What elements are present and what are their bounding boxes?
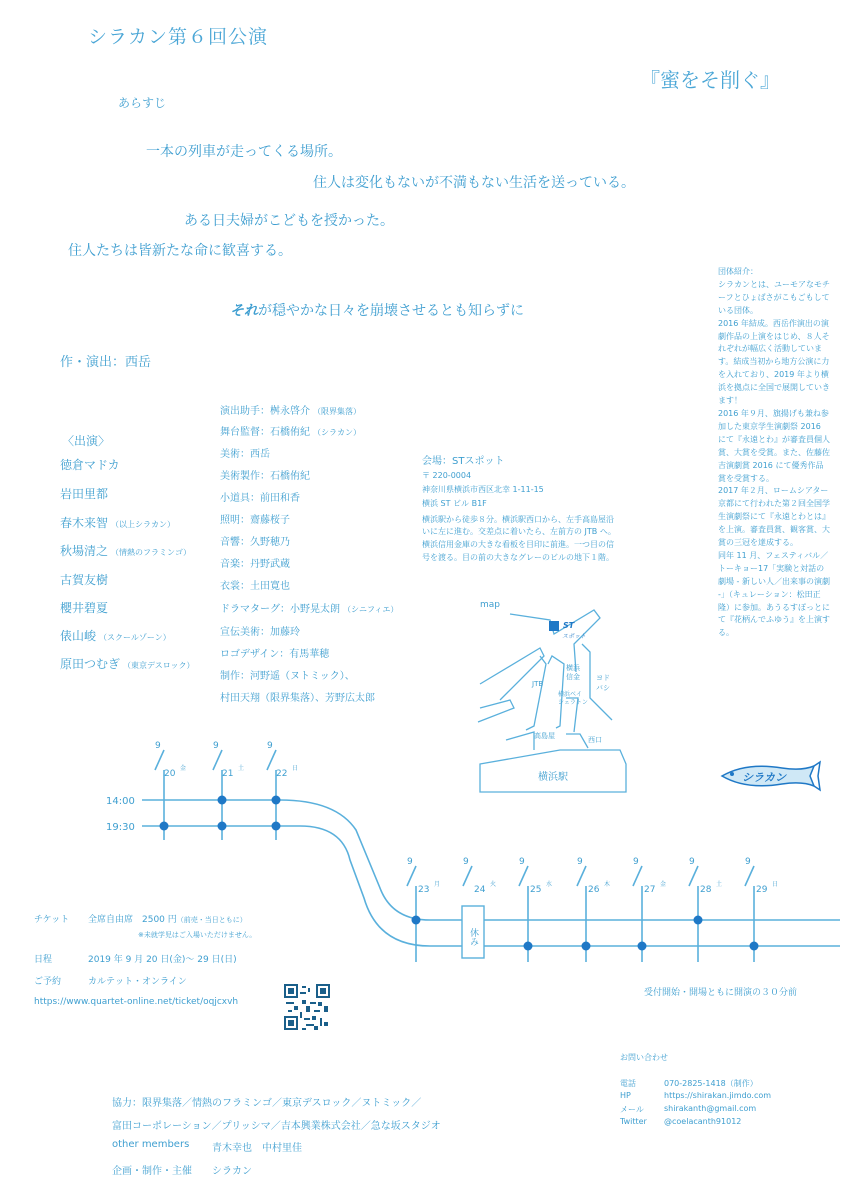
staff-credit [220, 645, 329, 660]
staff-credit [220, 600, 398, 615]
contact-hp-link[interactable]: https://shirakan.jimdo.com [664, 1091, 772, 1100]
staff-credit [220, 533, 290, 548]
staff-text: 宣伝美術：加藤玲 [220, 627, 300, 638]
cast-label: 〈出演〉 [62, 434, 111, 448]
director-credit: 作・演出：西岳 [60, 355, 152, 370]
venue-heading: 会場：STスポット [422, 456, 505, 467]
date-day: 28 [700, 885, 712, 895]
contact-email-link[interactable]: shirakanth@gmail.com [664, 1104, 757, 1113]
date-dow: 金 [180, 765, 187, 772]
cast-name: 徳倉マドカ [60, 458, 120, 472]
date-dow: 日 [292, 765, 299, 772]
venue-line: 神奈川県横浜市西区北幸 1-11-15 [422, 485, 544, 494]
date-month: 9 [267, 741, 273, 751]
cast-name: 古賀友樹 [60, 573, 109, 587]
cast-note: （以上シラカン） [111, 520, 176, 529]
map-hotel-label: シェラトン [558, 699, 588, 706]
cast-member [60, 627, 171, 644]
venue-line: 〒 220-0004 [422, 471, 472, 480]
staff-credit [220, 402, 361, 417]
date-day: 25 [530, 885, 542, 895]
staff-text: 美術：西岳 [220, 449, 270, 460]
other-members-label: other members [112, 1139, 190, 1150]
staff-credit [220, 689, 375, 704]
date-dow: 木 [604, 881, 611, 888]
date-month: 9 [213, 741, 219, 751]
cast-note: （情熱のフラミンゴ） [111, 548, 192, 557]
staff-text: 美術製作：石橋侑紀 [220, 471, 310, 482]
synopsis-line: 住人は変化もないが不満もない生活を送っている。 [313, 175, 635, 191]
date-dow: 火 [490, 881, 497, 888]
date-dow: 金 [660, 881, 667, 888]
staff-credit [220, 623, 300, 638]
staff-credit [220, 555, 290, 570]
staff-credit [220, 667, 355, 682]
date-day: 24 [474, 885, 486, 895]
map-label: map [480, 600, 500, 610]
staff-credit [220, 445, 270, 460]
staff-credit [220, 511, 290, 526]
cast-member [60, 571, 108, 588]
date-day: 29 [756, 885, 768, 895]
date-month: 9 [407, 857, 413, 867]
group-intro-paragraph: 2017 年２月、ロームシアター京都にて行われた第２回全国学生演劇祭にて『永遠とわとは』を上演。審査員賞、観客賞、大賞の三冠を達成する。 [718, 486, 830, 548]
other-members-value: 青木幸也 中村里佳 [212, 1143, 302, 1154]
ticket-sub-note: ※未就学児はご入場いただけません。 [138, 931, 257, 939]
date-month: 9 [745, 857, 751, 867]
schedule-note: 受付開始・開場ともに開演の３０分前 [644, 988, 798, 998]
staff-text: ロゴデザイン：有馬華穂 [220, 649, 330, 660]
venue-line: 横浜信用金庫の大きな看板を目印に前進。一つ目の信 [422, 540, 614, 549]
cast-name: 春木来智 [60, 516, 109, 530]
cast-member [60, 456, 120, 473]
cast-name: 秋場清之 [60, 544, 109, 558]
staff-text: 音響：久野穂乃 [220, 537, 290, 548]
synopsis-line: 一本の列車が走ってくる場所。 [146, 144, 342, 160]
rest-label: 休み [468, 928, 478, 946]
date-dow: 水 [546, 881, 553, 888]
cast-member [60, 542, 191, 559]
date-day: 23 [418, 885, 430, 895]
contact-twitter-link[interactable]: @coelacanth91012 [664, 1117, 742, 1126]
staff-credit [220, 423, 361, 438]
contact-heading: お問い合わせ [620, 1053, 668, 1062]
schedule-diagram [0, 730, 848, 970]
contact-label: Twitter [620, 1117, 647, 1126]
map-hotel-label: 横浜ベイ [558, 691, 583, 698]
date-month: 9 [155, 741, 161, 751]
date-day: 22 [276, 769, 288, 779]
staff-text: 舞台監督：石橋侑紀 [220, 427, 310, 438]
group-intro-paragraph: 2016 年９月、旗揚げも兼ね参加した東京学生演劇祭 2016 にて『永遠とわ』が審査員個人賞、大賞を受賞。また、佐藤佐吉演劇賞 2016 にて優秀作品賞を受賞する。 [718, 408, 830, 483]
group-intro-paragraph: 2016 年結成。西岳作演出の演劇作品の上演をはじめ、８人それぞれが幅広く活動しています。結成当初から地方公演に力を入れており、2019 年より横浜を拠点に全国で展開していきます！ [718, 318, 830, 406]
cast-name: 岩田里都 [60, 487, 109, 501]
cast-member [60, 599, 108, 616]
staff-text: 照明：齋藤桜子 [220, 515, 290, 526]
venue-line: 横浜駅から徒歩８分。横浜駅西口から、左手高島屋沿 [422, 515, 614, 524]
staff-text: 制作：河野遥（ヌトミック）、 [220, 671, 355, 682]
time-label: 14:00 [106, 796, 135, 807]
map-store-label: バシ [596, 684, 610, 692]
date-month: 9 [577, 857, 583, 867]
cast-note: （東京デスロック） [123, 661, 195, 670]
venue-line: 号を渡る。目の前の大きなグレーのビルの地下１階。 [422, 553, 614, 562]
ticket-label: チケット [34, 915, 70, 925]
cast-member [60, 514, 175, 531]
venue-line: 横浜 ST ビル B1F [422, 499, 487, 508]
ticket-url-link[interactable]: https://www.quartet-online.net/ticket/oqjcxvh [34, 997, 239, 1007]
qr-code-icon[interactable] [282, 982, 332, 1032]
reserve-label: ご予約 [34, 977, 62, 987]
group-intro-heading: 団体紹介： [718, 267, 758, 276]
staff-note: （シラカン） [313, 428, 361, 437]
contact-phone: 070-2825-1418（制作） [664, 1079, 758, 1088]
tagline-text: が穏やかな日々を崩壊させるとも知らずに [258, 303, 524, 319]
cast-member [60, 485, 108, 502]
cooperation-line: 協力：限界集落／情熱のフラミンゴ／東京デスロック／ヌトミック／ [112, 1098, 422, 1109]
venue-marker-icon [549, 621, 559, 631]
production-value: シラカン [212, 1166, 252, 1177]
reserve-value: カルテット・オンライン [88, 977, 187, 987]
group-intro-paragraph: 同年 11 月、フェスティバル／トーキョー17「実験と対話の劇場 ‐ 新しい人／出来事の演劇 ‐」（キュレーション：松田正隆）に参加。あうるすぽっとにて『花柄んでふゆう』を上演する。 [718, 550, 830, 638]
date-day: 26 [588, 885, 600, 895]
contact-label: メール [620, 1105, 644, 1114]
group-intro-paragraph: シラカンとは、ユーモアなモチーフとひょばさがこもごもしている団体。 [718, 279, 830, 315]
ticket-value [88, 912, 247, 925]
staff-text: 音楽：丹野武蔵 [220, 559, 290, 570]
contact-label: HP [620, 1091, 631, 1100]
staff-text: 村田天翔（限界集落）、芳野広太郎 [220, 693, 375, 704]
date-dow: 月 [434, 881, 441, 888]
staff-note: （限界集落） [313, 407, 361, 416]
date-month: 9 [463, 857, 469, 867]
staff-text: ドラマターグ：小野晃太朗 [220, 604, 340, 615]
map-jtb-label: JTB [532, 680, 544, 688]
staff-credit [220, 467, 310, 482]
cast-member [60, 655, 195, 672]
staff-text: 衣裳：土田寛也 [220, 581, 290, 592]
cast-name: 櫻井碧夏 [60, 601, 109, 615]
date-day: 20 [164, 769, 176, 779]
date-dow: 土 [716, 881, 723, 888]
date-month: 9 [519, 857, 525, 867]
synopsis-line: 住人たちは皆新たな命に歓喜する。 [68, 243, 292, 259]
map-venue-label: スポット [562, 633, 587, 640]
map-venue-label: ST [563, 621, 575, 630]
production-label: 企画・制作・主催 [112, 1166, 192, 1177]
staff-note: （シニフィエ） [343, 605, 399, 614]
ticket-price-note: （前売・当日ともに） [176, 916, 247, 924]
date-day: 27 [644, 885, 656, 895]
map-store-label: ヨド [596, 674, 610, 682]
staff-credit [220, 489, 300, 504]
date-day: 21 [222, 769, 234, 779]
tagline-emphasis: それ [230, 303, 258, 319]
map-station-label: 横浜駅 [538, 772, 568, 783]
play-title: 『蜜をそ削ぐ』 [640, 68, 780, 92]
company-title: シラカン第６回公演 [88, 26, 269, 48]
date-dow: 日 [772, 881, 779, 888]
map-bank-label: 横浜 [566, 664, 580, 672]
date-dow: 土 [238, 765, 245, 772]
logo-text: シラカン [742, 771, 786, 784]
group-intro [718, 266, 830, 640]
cast-name: 俵山峻 [60, 629, 97, 643]
staff-text: 小道具：前田和香 [220, 493, 300, 504]
cooperation-line: 富田コーポレーション／プリッシマ／吉本興業株式会社／急な坂スタジオ [112, 1121, 441, 1132]
synopsis-label: あらすじ [118, 96, 167, 110]
staff-credit [220, 577, 290, 592]
ticket-price: 全席自由席 2500 円 [88, 915, 177, 925]
venue-line: いに左に進む。交差点に着いたら、左前方の JTB へ。 [422, 527, 616, 536]
map-bank-label: 信金 [566, 673, 580, 681]
staff-text: 演出助手：桝永啓介 [220, 406, 310, 417]
tagline [230, 300, 524, 320]
time-label: 19:30 [106, 822, 135, 833]
map-exit-label: 西口 [588, 736, 602, 744]
synopsis-line: ある日夫婦がこどもを授かった。 [184, 213, 394, 229]
contact-label: 電話 [620, 1079, 636, 1088]
map-store-label: 高島屋 [534, 732, 555, 740]
date-month: 9 [633, 857, 639, 867]
cast-note: （スクールゾーン） [99, 633, 171, 642]
date-month: 9 [689, 857, 695, 867]
cast-name: 原田つむぎ [60, 657, 121, 671]
dates-value: 2019 年 9 月 20 日(金)～ 29 日(日) [88, 955, 237, 965]
dates-label: 日程 [34, 955, 53, 965]
